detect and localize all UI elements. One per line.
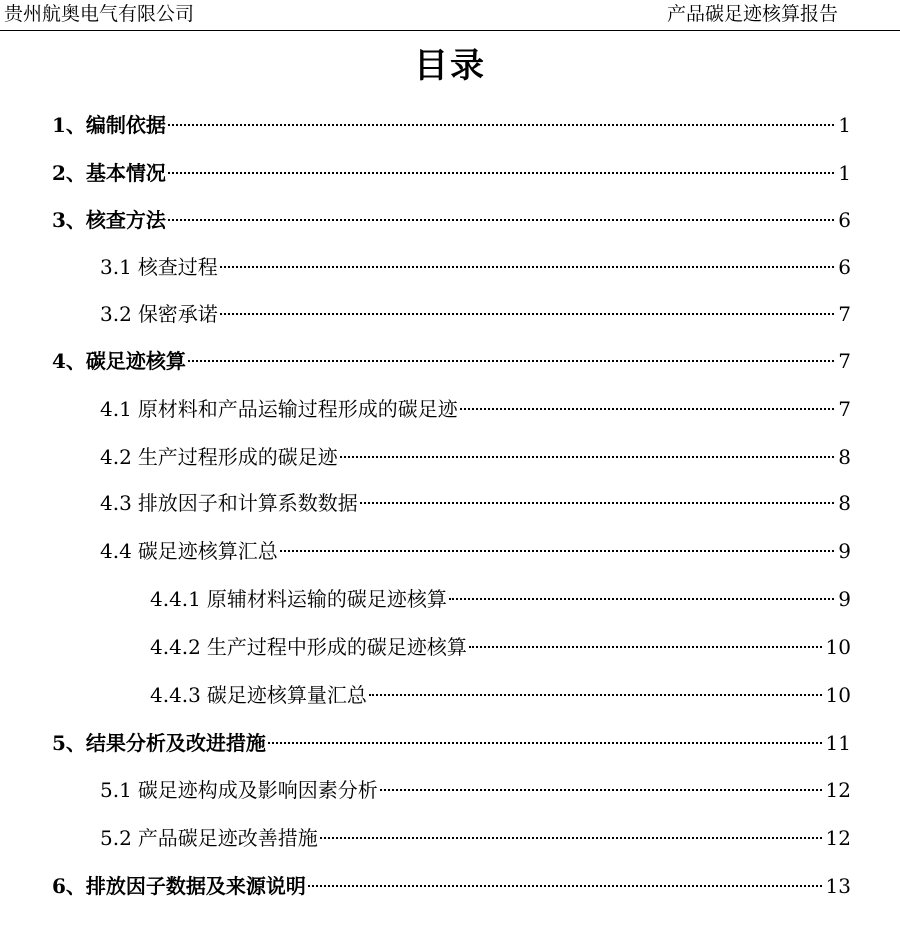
toc-entry-page: 11: [825, 731, 851, 755]
toc-entry-number: 3.2: [100, 302, 132, 326]
toc-entry-label: 碳足迹核算汇总: [137, 539, 278, 563]
toc-entry-number: 5.2: [100, 826, 132, 850]
toc-entry-page: 10: [825, 635, 851, 659]
toc-entry-number: 4.4: [100, 539, 132, 563]
toc-entry-page: 1: [838, 113, 851, 137]
toc-entry-number: 4、: [52, 349, 86, 373]
toc-entry[interactable]: [100, 486, 851, 520]
toc-entry-number: 5.1: [100, 778, 132, 802]
toc-entry-label: 原材料和产品运输过程形成的碳足迹: [137, 397, 458, 421]
toc-dot-leader: [220, 313, 834, 315]
toc-dot-leader: [449, 598, 834, 600]
toc-dot-leader: [168, 172, 834, 174]
toc-dot-leader: [220, 266, 834, 268]
toc-entry-label: 原辅材料运输的碳足迹核算: [206, 587, 447, 611]
toc-entry-label: 产品碳足迹改善措施: [137, 826, 318, 850]
toc-entry[interactable]: [52, 869, 851, 903]
toc-entry-label: 基本情况: [85, 161, 166, 185]
toc-entry-number: 4.4.3: [150, 683, 201, 707]
toc-dot-leader: [168, 219, 834, 221]
toc-entry[interactable]: [150, 630, 851, 664]
toc-entry-label: 保密承诺: [137, 302, 218, 326]
toc-entry-label: 碳足迹核算量汇总: [206, 683, 367, 707]
toc-entry-number: 3.1: [100, 255, 132, 279]
toc-entry[interactable]: [100, 821, 851, 855]
toc-entry-page: 7: [838, 349, 851, 373]
toc-dot-leader: [268, 742, 822, 744]
toc-entry-number: 4.2: [100, 445, 132, 469]
toc-entry-page: 7: [838, 397, 851, 421]
toc-entry-page: 1: [838, 161, 851, 185]
toc-entry-page: 8: [838, 445, 851, 469]
toc-dot-leader: [280, 550, 834, 552]
toc-entry[interactable]: [52, 108, 851, 142]
toc-entry[interactable]: [150, 582, 851, 616]
toc-dot-leader: [469, 646, 822, 648]
toc-entry-number: 5、: [52, 731, 86, 755]
toc-entry[interactable]: [100, 392, 851, 426]
toc-entry-number: 4.4.1: [150, 587, 201, 611]
toc-entry-number: 2、: [52, 161, 86, 185]
toc-entry-label: 结果分析及改进措施: [85, 731, 266, 755]
toc-entry-page: 7: [838, 302, 851, 326]
toc-entry-page: 9: [838, 539, 851, 563]
toc-dot-leader: [360, 502, 834, 504]
toc-dot-leader: [308, 885, 822, 887]
toc-entry-page: 12: [825, 778, 851, 802]
toc-entry[interactable]: [100, 297, 851, 331]
toc-entry-label: 编制依据: [85, 113, 166, 137]
toc-entry[interactable]: [52, 344, 851, 378]
toc-entry-label: 核查方法: [85, 208, 166, 232]
toc-dot-leader: [380, 789, 822, 791]
toc-entry-page: 10: [825, 683, 851, 707]
toc-entry[interactable]: [52, 726, 851, 760]
toc-entry-number: 4.1: [100, 397, 132, 421]
toc-entry-label: 核查过程: [137, 255, 218, 279]
toc-entry-label: 排放因子数据及来源说明: [85, 874, 306, 898]
toc-entry[interactable]: [52, 203, 851, 237]
toc-dot-leader: [320, 837, 822, 839]
toc-entry[interactable]: [100, 250, 851, 284]
toc-entry-label: 碳足迹构成及影响因素分析: [137, 778, 378, 802]
page-header: [0, 0, 900, 31]
toc-entry-number: 1、: [52, 113, 86, 137]
toc-entry[interactable]: [100, 440, 851, 474]
toc-entry-label: 生产过程中形成的碳足迹核算: [206, 635, 467, 659]
header-report-title: 产品碳足迹核算报告: [666, 3, 838, 25]
toc-entry-number: 4.3: [100, 491, 132, 515]
toc-entry-page: 6: [838, 208, 851, 232]
toc-entry-page: 8: [838, 491, 851, 515]
toc-entry-label: 碳足迹核算: [85, 349, 186, 373]
toc-dot-leader: [168, 124, 834, 126]
toc-dot-leader: [188, 360, 834, 362]
toc-entry-label: 生产过程形成的碳足迹: [137, 445, 338, 469]
toc-entry-number: 6、: [52, 874, 86, 898]
toc-entry[interactable]: [100, 534, 851, 568]
header-company: 贵州航奥电气有限公司: [4, 3, 195, 25]
toc-entry-number: 4.4.2: [150, 635, 201, 659]
toc-entry[interactable]: [52, 156, 851, 190]
toc-entry-page: 13: [825, 874, 851, 898]
toc-entry-page: 6: [838, 255, 851, 279]
toc-entry-number: 3、: [52, 208, 86, 232]
toc-dot-leader: [369, 694, 822, 696]
toc-dot-leader: [460, 408, 834, 410]
toc-dot-leader: [340, 456, 834, 458]
toc-entry-page: 12: [825, 826, 851, 850]
toc-entry-label: 排放因子和计算系数数据: [137, 491, 358, 515]
toc-entry-page: 9: [838, 587, 851, 611]
toc-entry[interactable]: [100, 773, 851, 807]
toc-entry[interactable]: [150, 678, 851, 712]
toc-title: 目录: [414, 46, 486, 86]
